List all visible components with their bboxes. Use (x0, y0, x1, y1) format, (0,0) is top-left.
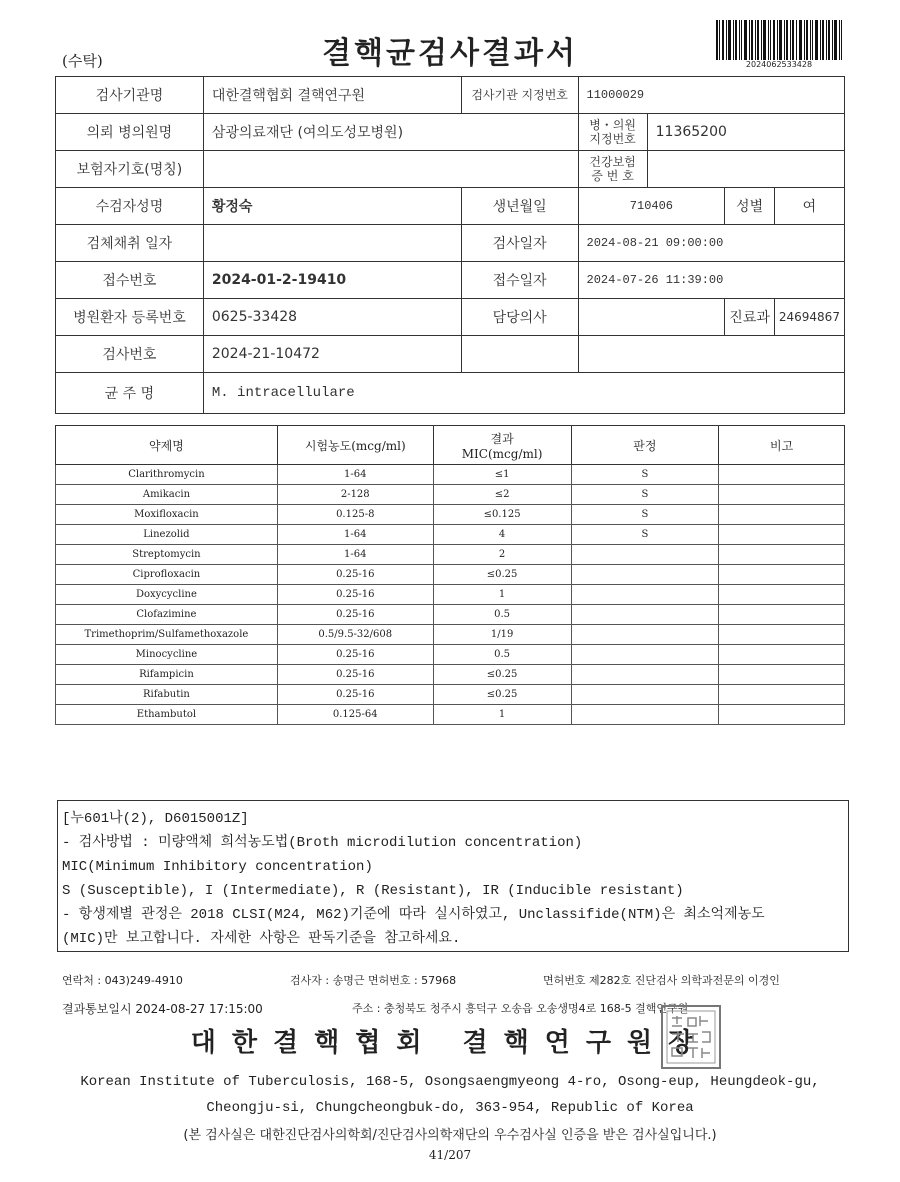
drug-name-cell: Streptomycin (56, 545, 278, 565)
page-number: 41/207 (428, 1148, 472, 1162)
contact-info: 연락처 : 043)249-4910 (62, 974, 183, 987)
interpretation-cell (571, 665, 719, 685)
empty-cell (461, 336, 578, 373)
examiner-info: 검사자 : 송명근 면허번호 : 57968 (290, 974, 457, 987)
insurer-value (203, 151, 578, 188)
lab-code-label: 검사기관 지정번호 (461, 77, 578, 114)
address-english-line1: Korean Institute of Tuberculosis, 168-5, Osongsaengmyeong 4-ro, Osong-eup, Heungdeok-gu, (80, 1074, 820, 1090)
drug-name-cell: Doxycycline (56, 585, 278, 605)
hospital-code-value: 11365200 (647, 114, 844, 151)
interpretation-cell (571, 705, 719, 725)
table-row (56, 705, 845, 725)
test-range-cell: 1-64 (277, 465, 433, 485)
test-range-cell: 0.25-16 (277, 585, 433, 605)
header-drug: 약제명 (56, 426, 278, 465)
sex-label: 성별 (725, 188, 775, 225)
table-row (56, 585, 845, 605)
patient-name-value: 황정숙 (203, 188, 461, 225)
certification-note: (본 검사실은 대한진단검사의학회/진단검사의학재단의 우수검사실 인증을 받은 검사실입니다.) (183, 1128, 717, 1143)
note-code: [누601나(2), D6015001Z] (62, 811, 249, 827)
collection-date-label: 검체채취 일자 (56, 225, 204, 262)
remark-cell (719, 465, 845, 485)
drug-name-cell: Clofazimine (56, 605, 278, 625)
species-value: M. intracellulare (203, 373, 844, 414)
interpretation-cell (571, 545, 719, 565)
remark-cell (719, 505, 845, 525)
test-date-value: 2024-08-21 09:00:00 (578, 225, 844, 262)
insurance-no-label: 건강보험 증 번 호 (578, 151, 647, 188)
drug-name-cell: Ciprofloxacin (56, 565, 278, 585)
barcode-icon (716, 20, 842, 60)
test-range-cell: 0.25-16 (277, 605, 433, 625)
drug-name-cell: Rifampicin (56, 665, 278, 685)
header-range: 시험농도(mcg/ml) (277, 426, 433, 465)
empty-cell (578, 336, 844, 373)
registration-no-value: 0625-33428 (203, 299, 461, 336)
department-value: 24694867 (774, 299, 844, 336)
remark-cell (719, 525, 845, 545)
mic-result-cell: ≤2 (433, 485, 571, 505)
address-english-line2: Cheongju-si, Chungcheongbuk-do, 363-954, Republic of Korea (206, 1100, 694, 1116)
mic-result-cell: 2 (433, 545, 571, 565)
interpretation-cell (571, 645, 719, 665)
drug-name-cell: Trimethoprim/Sulfamethoxazole (56, 625, 278, 645)
header-mic-line2: MIC(mcg/ml) (461, 446, 543, 461)
lab-name-value: 대한결핵협회 결핵연구원 (203, 77, 461, 114)
specialist-info: 면허번호 제282호 진단검사 의학과전문의 이경인 (543, 974, 780, 987)
table-row (56, 645, 845, 665)
interpretation-cell: S (571, 465, 719, 485)
remark-cell (719, 605, 845, 625)
mic-result-cell: 1 (433, 705, 571, 725)
institute-name: 대한결핵협회 결핵연구원장 (190, 1028, 710, 1058)
interpretation-cell (571, 625, 719, 645)
test-range-cell: 0.25-16 (277, 645, 433, 665)
test-range-cell: 0.25-16 (277, 665, 433, 685)
drug-name-cell: Clarithromycin (56, 465, 278, 485)
table-row (56, 605, 845, 625)
registration-no-label: 병원환자 등록번호 (56, 299, 204, 336)
note-mic: MIC(Minimum Inhibitory concentration) (62, 859, 373, 875)
drug-name-cell: Rifabutin (56, 685, 278, 705)
species-label: 균 주 명 (56, 373, 204, 414)
collection-date-value (203, 225, 461, 262)
note-method: - 검사방법 : 미량액체 희석농도법(Broth microdilution concentration) (62, 835, 583, 851)
receipt-no-value: 2024-01-2-19410 (203, 262, 461, 299)
sex-value: 여 (774, 188, 844, 225)
header-remark: 비고 (719, 426, 845, 465)
interpretation-cell (571, 585, 719, 605)
mic-result-cell: 0.5 (433, 645, 571, 665)
dob-label: 생년월일 (461, 188, 578, 225)
table-row (56, 505, 845, 525)
drug-name-cell: Moxifloxacin (56, 505, 278, 525)
interpretation-cell (571, 685, 719, 705)
drug-susceptibility-table (55, 425, 845, 725)
mic-result-cell: 1 (433, 585, 571, 605)
test-range-cell: 1-64 (277, 545, 433, 565)
document-title: 결핵균검사결과서 (322, 36, 578, 71)
receipt-no-label: 접수번호 (56, 262, 204, 299)
remark-cell (719, 685, 845, 705)
remark-cell (719, 665, 845, 685)
test-range-cell: 0.125-8 (277, 505, 433, 525)
notes-box (57, 800, 849, 952)
hospital-label: 의뢰 병의원명 (56, 114, 204, 151)
barcode-number: 2024062533428 (745, 60, 813, 69)
mic-result-cell: ≤0.25 (433, 565, 571, 585)
test-range-cell: 1-64 (277, 525, 433, 545)
lab-name-label: 검사기관명 (56, 77, 204, 114)
mic-result-cell: 1/19 (433, 625, 571, 645)
official-seal-icon (660, 1004, 722, 1070)
receipt-date-value: 2024-07-26 11:39:00 (578, 262, 844, 299)
remark-cell (719, 705, 845, 725)
note-criteria-cont: (MIC)만 보고합니다. 자세한 사항은 판독기준을 참고하세요. (62, 931, 461, 947)
interpretation-cell: S (571, 485, 719, 505)
address-korean: 주소 : 충청북도 청주시 흥덕구 오송읍 오송생명4로 168-5 결핵연구원 (352, 1002, 689, 1015)
remark-cell (719, 485, 845, 505)
note-legend: S (Susceptible), I (Intermediate), R (Resistant), IR (Inducible resistant) (62, 883, 684, 899)
hospital-value: 삼광의료재단 (여의도성모병원) (203, 114, 578, 151)
dob-value: 710406 (578, 188, 725, 225)
interpretation-cell (571, 605, 719, 625)
doctor-value (578, 299, 725, 336)
test-range-cell: 2-128 (277, 485, 433, 505)
table-row (56, 565, 845, 585)
header-interpretation: 판정 (571, 426, 719, 465)
hospital-code-label: 병・의원 지정번호 (578, 114, 647, 151)
note-criteria: - 항생제별 관정은 2018 CLSI(M24, M62)기준에 따라 실시하였고, Unclassifide(NTM)은 최소억제농도 (62, 907, 765, 923)
report-time: 결과통보일시 2024-08-27 17:15:00 (62, 1002, 263, 1016)
remark-cell (719, 625, 845, 645)
patient-info-table (55, 76, 845, 414)
department-label: 진료과 (725, 299, 775, 336)
doctor-label: 담당의사 (461, 299, 578, 336)
lab-code-value: 11000029 (578, 77, 844, 114)
test-no-value: 2024-21-10472 (203, 336, 461, 373)
table-row (56, 545, 845, 565)
test-range-cell: 0.25-16 (277, 565, 433, 585)
document-type-label: (수탁) (62, 52, 103, 70)
test-range-cell: 0.125-64 (277, 705, 433, 725)
mic-result-cell: 4 (433, 525, 571, 545)
header-mic-line1: 결과 (490, 431, 514, 446)
insurance-no-value (647, 151, 844, 188)
drug-name-cell: Linezolid (56, 525, 278, 545)
mic-result-cell: ≤0.25 (433, 665, 571, 685)
drug-name-cell: Amikacin (56, 485, 278, 505)
table-row (56, 485, 845, 505)
insurer-label: 보험자기호(명칭) (56, 151, 204, 188)
drug-name-cell: Minocycline (56, 645, 278, 665)
interpretation-cell: S (571, 505, 719, 525)
test-range-cell: 0.5/9.5-32/608 (277, 625, 433, 645)
interpretation-cell (571, 565, 719, 585)
mic-result-cell: ≤0.125 (433, 505, 571, 525)
table-row (56, 685, 845, 705)
receipt-date-label: 접수일자 (461, 262, 578, 299)
mic-result-cell: ≤1 (433, 465, 571, 485)
remark-cell (719, 645, 845, 665)
test-no-label: 검사번호 (56, 336, 204, 373)
remark-cell (719, 565, 845, 585)
test-date-label: 검사일자 (461, 225, 578, 262)
table-row (56, 465, 845, 485)
remark-cell (719, 545, 845, 565)
table-row (56, 665, 845, 685)
patient-name-label: 수검자성명 (56, 188, 204, 225)
drug-name-cell: Ethambutol (56, 705, 278, 725)
header-mic (433, 426, 571, 465)
interpretation-cell: S (571, 525, 719, 545)
mic-result-cell: 0.5 (433, 605, 571, 625)
remark-cell (719, 585, 845, 605)
test-range-cell: 0.25-16 (277, 685, 433, 705)
table-row (56, 625, 845, 645)
mic-result-cell: ≤0.25 (433, 685, 571, 705)
table-row (56, 525, 845, 545)
